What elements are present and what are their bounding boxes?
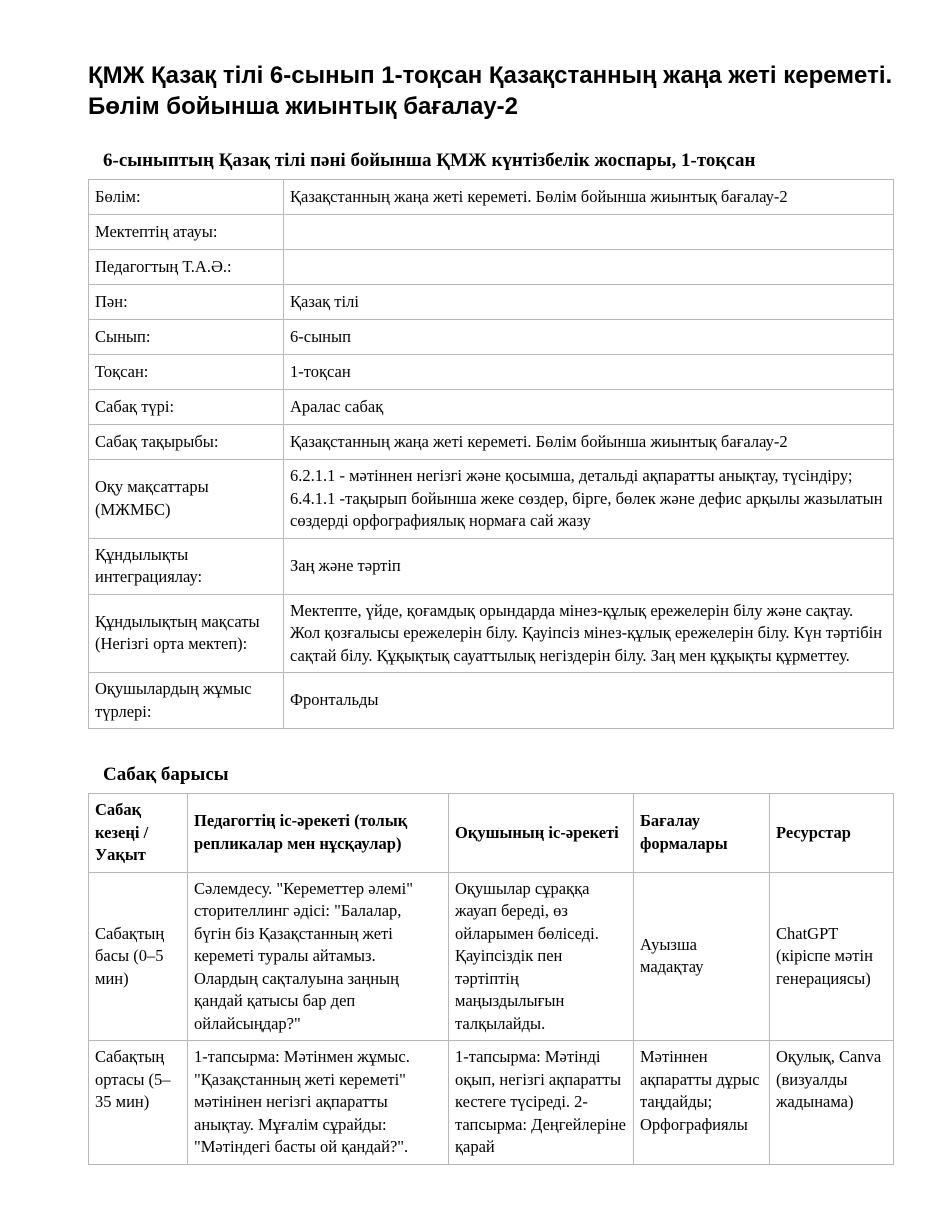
table-row: [89, 390, 894, 425]
table-cell: ChatGPT (кіріспе мәтін генерациясы): [770, 872, 894, 1041]
info-value: 6-сынып: [284, 320, 894, 355]
info-label: Педагогтың Т.А.Ә.:: [89, 250, 284, 285]
table-cell: 1-тапсырма: Мәтінмен жұмыс. "Қазақстанның жеті кереметі" мәтінінен негізгі ақпаратты анықтау. Мұғалім сұрайды: "Мәтіндегі басты ой қандай?".: [188, 1041, 449, 1165]
table-row: [89, 355, 894, 390]
column-header: Сабақ кезеңі / Уақыт: [89, 794, 188, 873]
column-header: Педагогтің іс-әрекеті (толық репликалар мен нұсқаулар): [188, 794, 449, 873]
lesson-heading: Сабақ барысы: [103, 764, 229, 785]
info-value: [284, 215, 894, 250]
table-row: [89, 320, 894, 355]
table-row: [89, 538, 894, 594]
lesson-flow-table: [88, 793, 894, 1165]
table-cell: Сабақтың ортасы (5–35 мин): [89, 1041, 188, 1165]
table-cell: Оқулық, Canva (визуалды жадынама): [770, 1041, 894, 1165]
table-row: [89, 250, 894, 285]
table-row: [89, 872, 894, 1041]
info-value: Қазақстанның жаңа жеті кереметі. Бөлім бойынша жиынтық бағалау-2: [284, 425, 894, 460]
info-label: Оқушылардың жұмыс түрлері:: [89, 673, 284, 729]
info-value: Қазақ тілі: [284, 285, 894, 320]
info-label: Тоқсан:: [89, 355, 284, 390]
table-cell: Оқушылар сұраққа жауап береді, өз ойларымен бөліседі. Қауіпсіздік пен тәртіптің маңыздылығын талқылайды.: [449, 872, 634, 1041]
info-label: Құндылықтың мақсаты (Негізгі орта мектеп):: [89, 594, 284, 673]
table-cell: Ауызша мадақтау: [634, 872, 770, 1041]
lesson-info-table: [88, 179, 894, 729]
document-title: ҚМЖ Қазақ тілі 6-сынып 1-тоқсан Қазақстанның жаңа жеті кереметі. Бөлім бойынша жиынтық бағалау-2: [88, 62, 893, 120]
table-cell: Мәтіннен ақпаратты дұрыс таңдайды; Орфографиялы: [634, 1041, 770, 1165]
info-label: Мектептің атауы:: [89, 215, 284, 250]
info-value: Мектепте, үйде, қоғамдық орындарда мінез-құлық ережелерін білу және сақтау. Жол қозғалысы ережелерін білу. Қауіпсіз мінез-құлық ережелерін білу. Күн тәртібін сақтай білу. Құқықтық сауаттылық негіздерін білу. Заң мен құқықты құрметтеу.: [284, 594, 894, 673]
table-row: [89, 215, 894, 250]
column-header: Ресурстар: [770, 794, 894, 873]
info-label: Пән:: [89, 285, 284, 320]
info-value: 6.2.1.1 - мәтіннен негізгі және қосымша, детальді ақпаратты анықтау, түсіндіру; 6.4.1.1 -тақырып бойынша жеке сөздер, бірге, бөлек және дефис арқылы жазылатын сөздерді орфографиялық нормаға сай жазу: [284, 460, 894, 539]
info-label: Сынып:: [89, 320, 284, 355]
table-row: [89, 425, 894, 460]
info-label: Сабақ түрі:: [89, 390, 284, 425]
info-value: Қазақстанның жаңа жеті кереметі. Бөлім бойынша жиынтық бағалау-2: [284, 180, 894, 215]
column-header: Бағалау формалары: [634, 794, 770, 873]
table-row: [89, 1041, 894, 1165]
table-row: [89, 594, 894, 673]
plan-heading: 6-сыныптың Қазақ тілі пәні бойынша ҚМЖ күнтізбелік жоспары, 1-тоқсан: [103, 150, 756, 171]
info-value: Фронтальды: [284, 673, 894, 729]
info-label: Сабақ тақырыбы:: [89, 425, 284, 460]
table-cell: Сәлемдесу. "Кереметтер әлемі" сторителлинг әдісі: "Балалар, бүгін біз Қазақстанның жеті кереметі туралы айтамыз. Олардың сақталуына заңның қандай қатысы бар деп ойлайсыңдар?": [188, 872, 449, 1041]
table-row: [89, 180, 894, 215]
table-cell: 1-тапсырма: Мәтінді оқып, негізгі ақпаратты кестеге түсіреді. 2-тапсырма: Деңгейлеріне қарай: [449, 1041, 634, 1165]
table-row: [89, 460, 894, 539]
info-label: Бөлім:: [89, 180, 284, 215]
info-value: 1-тоқсан: [284, 355, 894, 390]
info-value: Заң және тәртіп: [284, 538, 894, 594]
table-header-row: [89, 794, 894, 873]
info-label: Оқу мақсаттары (МЖМБС): [89, 460, 284, 539]
table-row: [89, 285, 894, 320]
table-row: [89, 673, 894, 729]
column-header: Оқушының іс-әрекеті: [449, 794, 634, 873]
info-label: Құндылықты интеграциялау:: [89, 538, 284, 594]
table-cell: Сабақтың басы (0–5 мин): [89, 872, 188, 1041]
info-value: Аралас сабақ: [284, 390, 894, 425]
info-value: [284, 250, 894, 285]
